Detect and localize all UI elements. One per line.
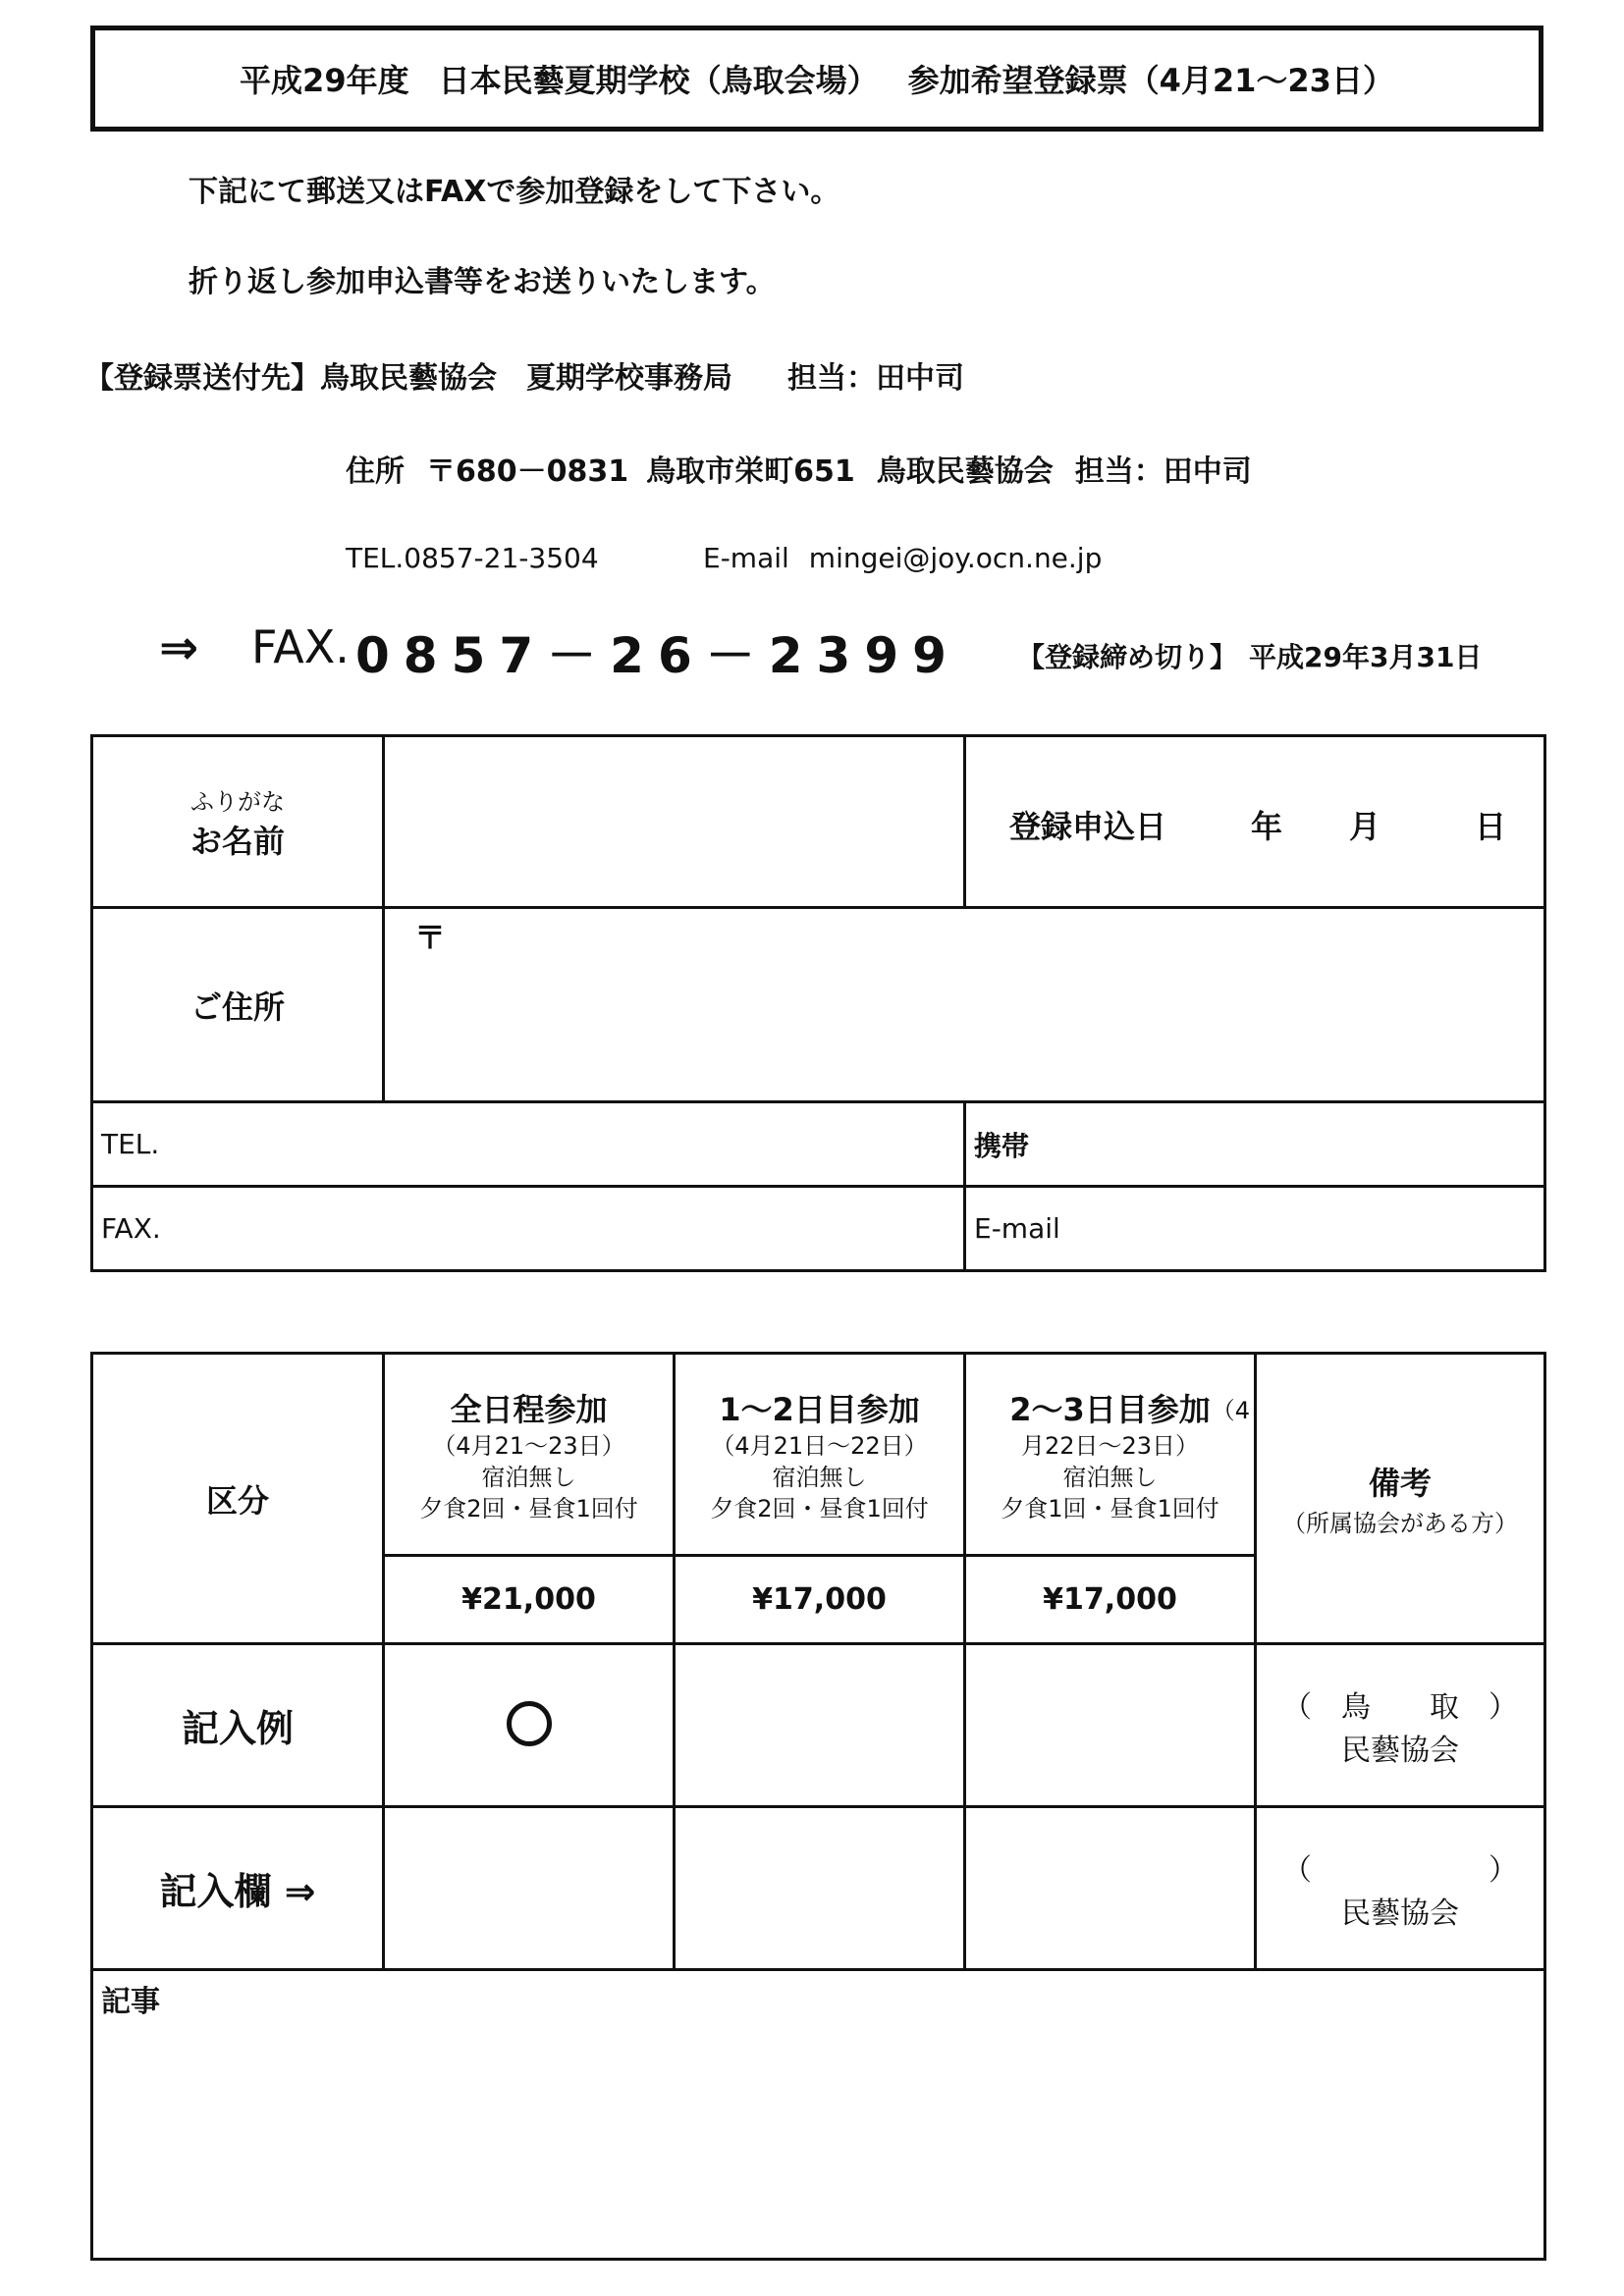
col1-title: 全日程参加 bbox=[450, 1390, 608, 1428]
fax-prefix: FAX. bbox=[251, 620, 350, 673]
col3-title-wrap bbox=[966, 1385, 1254, 1430]
example-day1-2-cell bbox=[675, 1644, 965, 1807]
example-assoc-line1: （ 鳥 取 ） bbox=[1282, 1689, 1518, 1725]
entry-day2-3-cell[interactable] bbox=[965, 1807, 1256, 1970]
entry-day1-2-cell[interactable] bbox=[675, 1807, 965, 1970]
example-assoc-line2: 民藝協会 bbox=[1341, 1733, 1459, 1768]
address-postal: 〒680－0831 bbox=[426, 454, 629, 489]
name-input-cell[interactable] bbox=[384, 736, 965, 908]
date-month: 月 bbox=[1349, 808, 1381, 845]
price-day1-2: ¥17,000 bbox=[675, 1556, 965, 1644]
address-label-cell: ご住所 bbox=[92, 908, 384, 1102]
col2-meals: 夕食2回・昼食1回付 bbox=[710, 1494, 929, 1522]
entry-assoc-cell[interactable] bbox=[1256, 1807, 1545, 1970]
col3-title: 2～3日目参加 bbox=[1009, 1390, 1211, 1428]
date-year: 年 bbox=[1251, 808, 1283, 845]
mobile-label: 携帯 bbox=[974, 1129, 1030, 1162]
intro-line-2: 折り返し参加申込書等をお送りいたします。 bbox=[189, 265, 776, 299]
entry-assoc-line1: （ ） bbox=[1282, 1852, 1518, 1888]
date-label: 登録申込日 bbox=[1009, 808, 1167, 845]
tel-info: TEL.0857-21-3504 bbox=[346, 542, 599, 574]
entry-label: 記入欄 ⇒ bbox=[92, 1807, 384, 1970]
address-street: 鳥取市栄町651 bbox=[646, 454, 855, 489]
tel-cell[interactable] bbox=[92, 1102, 965, 1187]
name-label-cell bbox=[92, 736, 384, 908]
postal-mark: 〒 bbox=[414, 919, 447, 956]
sender-org: 鳥取民藝協会 夏期学校事務局 bbox=[320, 361, 732, 396]
date-cell[interactable] bbox=[965, 736, 1545, 908]
email-label: E-mail bbox=[974, 1212, 1060, 1245]
title-form: 参加希望登録票（4月21～23日） bbox=[907, 62, 1394, 99]
fax-arrow: ⇒ bbox=[159, 620, 199, 675]
col1-meals: 夕食2回・昼食1回付 bbox=[419, 1494, 638, 1522]
mobile-cell[interactable] bbox=[965, 1102, 1545, 1187]
email-cell[interactable] bbox=[965, 1187, 1545, 1271]
address-contact: 担当：田中司 bbox=[1074, 454, 1252, 489]
remarks-label: 備考 bbox=[1368, 1465, 1432, 1502]
address-org: 鳥取民藝協会 bbox=[876, 454, 1054, 489]
title-event: 日本民藝夏期学校（鳥取会場） bbox=[438, 62, 879, 99]
circle-mark-icon bbox=[507, 1701, 552, 1746]
price-full: ¥21,000 bbox=[384, 1556, 675, 1644]
col-day2-3 bbox=[965, 1354, 1256, 1556]
col3-meals: 夕食1回・昼食1回付 bbox=[1001, 1494, 1219, 1522]
address-input-cell[interactable] bbox=[384, 908, 1545, 1102]
registrant-info-table bbox=[90, 734, 1546, 1272]
col1-stay: 宿泊無し bbox=[481, 1463, 576, 1491]
sender-contact: 担当：田中司 bbox=[787, 361, 964, 396]
entry-full-cell[interactable] bbox=[384, 1807, 675, 1970]
remarks-sub: （所属協会がある方） bbox=[1282, 1510, 1518, 1537]
notes-label: 記事 bbox=[101, 1985, 160, 2019]
fax-cell[interactable] bbox=[92, 1187, 965, 1271]
col2-stay: 宿泊無し bbox=[772, 1463, 867, 1491]
deadline-label: 【登録締め切り】 bbox=[1017, 641, 1238, 673]
form-title bbox=[90, 26, 1543, 132]
col-day1-2 bbox=[675, 1354, 965, 1556]
deadline-date: 平成29年3月31日 bbox=[1249, 641, 1483, 673]
example-label: 記入例 bbox=[92, 1644, 384, 1807]
participation-table bbox=[90, 1352, 1546, 2261]
email-info bbox=[703, 542, 1102, 574]
col2-title: 1～2日目参加 bbox=[719, 1390, 920, 1428]
category-label: 区分 bbox=[92, 1354, 384, 1644]
col3-stay: 宿泊無し bbox=[1062, 1463, 1158, 1491]
example-full-cell bbox=[384, 1644, 675, 1807]
col1-dates: （4月21～23日） bbox=[432, 1431, 625, 1460]
date-day: 日 bbox=[1475, 808, 1507, 845]
address-line bbox=[346, 447, 1252, 490]
tel-label: TEL. bbox=[101, 1128, 160, 1160]
furigana-label: ふりがな bbox=[190, 787, 285, 816]
col3-dates-b: 月22日～23日） bbox=[1020, 1431, 1200, 1460]
remarks-header bbox=[1256, 1354, 1545, 1644]
price-day2-3: ¥17,000 bbox=[965, 1556, 1256, 1644]
email-info-address: mingei@joy.ocn.ne.jp bbox=[808, 542, 1103, 574]
entry-assoc-line2: 民藝協会 bbox=[1341, 1896, 1459, 1931]
col-full-schedule bbox=[384, 1354, 675, 1556]
example-assoc-cell bbox=[1256, 1644, 1545, 1807]
address-label: 住所 bbox=[346, 454, 405, 489]
notes-cell[interactable] bbox=[92, 1970, 1545, 2260]
email-info-label: E-mail bbox=[703, 542, 789, 574]
sender-label: 【登録票送付先】 bbox=[84, 361, 320, 396]
fax-label: FAX. bbox=[101, 1212, 161, 1245]
intro-line-1: 下記にて郵送又はFAXで参加登録をして下さい。 bbox=[189, 175, 840, 209]
sender-line bbox=[84, 353, 964, 397]
name-label: お名前 bbox=[189, 822, 285, 860]
deadline bbox=[1017, 636, 1482, 675]
title-year: 平成29年度 bbox=[240, 62, 409, 99]
fax-number: 0857－26－2399 bbox=[355, 627, 960, 684]
example-day2-3-cell bbox=[965, 1644, 1256, 1807]
col3-dates-a: （4 bbox=[1211, 1396, 1250, 1424]
col2-dates: （4月21日～22日） bbox=[711, 1431, 928, 1460]
